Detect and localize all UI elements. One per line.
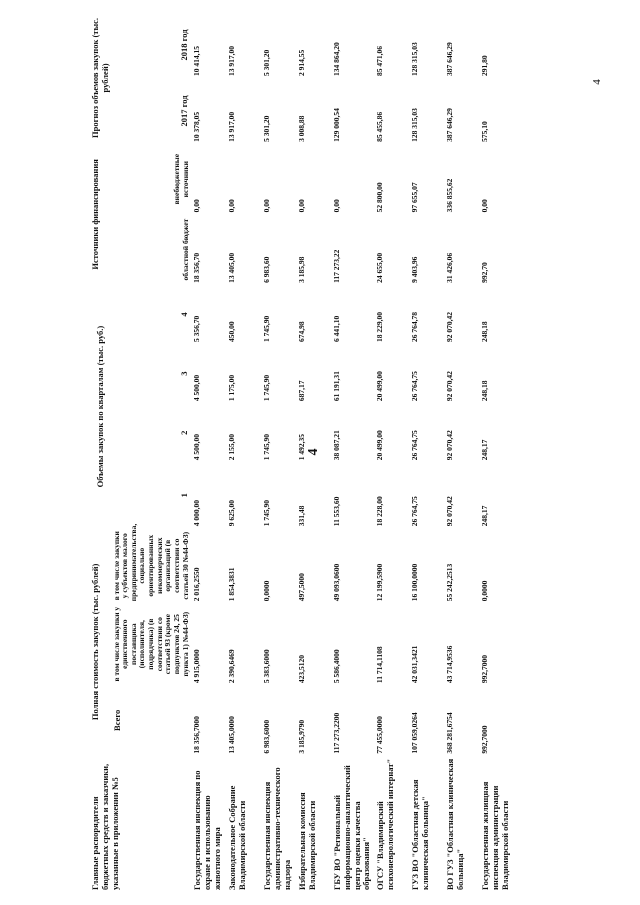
row-name: Избирательная комиссия Владимирской области <box>297 792 317 890</box>
cell-q3: 4 500,00 <box>192 374 202 402</box>
cell-extra-budget: 0,00 <box>227 199 237 213</box>
cell-regional-budget: 3 185,98 <box>297 256 307 283</box>
cell-single-supplier: 42 031,3421 <box>410 645 420 684</box>
table-row <box>409 12 444 892</box>
row-name: ОГСУ "Владимирский психоневрологический интернат" <box>375 758 395 890</box>
row-name: Государственная инспекция по охране и использованию животного мира <box>192 770 222 890</box>
header-2018: 2018 год <box>179 29 190 61</box>
table-row <box>296 12 331 892</box>
header-q2: 2 <box>179 430 190 435</box>
cell-2018: 128 315,03 <box>410 42 420 76</box>
cell-q1: 1 745,90 <box>262 499 272 527</box>
cell-q3: 26 764,75 <box>410 371 420 402</box>
cell-small-business: 12 199,5900 <box>375 563 385 602</box>
header-recipients: Главные распорядители бюджетных средств и заказчики, указанные в приложении №5 <box>90 763 120 890</box>
cell-q2: 2 155,00 <box>227 434 237 461</box>
cell-q2: 248,17 <box>480 439 490 461</box>
cell-q4: 6 441,10 <box>332 315 342 343</box>
header-small-business: в том числе закупки у субъектов малого предпринимательства, социально ориентированных некоммерческих организаций (в соответствии со статьей 30 №44-ФЗ) <box>111 523 190 602</box>
cell-small-business: 2 016,2550 <box>192 567 202 602</box>
cell-extra-budget: 0,00 <box>262 199 272 213</box>
cell-q3: 1 175,00 <box>227 374 237 402</box>
cell-q2: 1 745,90 <box>262 434 272 461</box>
cell-q2: 4 500,00 <box>192 434 202 461</box>
cell-extra-budget: 0,00 <box>297 199 307 213</box>
cell-q4: 5 356,70 <box>192 315 202 343</box>
cell-q3: 92 070,42 <box>445 371 455 402</box>
table-row <box>261 12 296 892</box>
cell-2018: 387 646,29 <box>445 42 455 76</box>
cell-regional-budget: 31 426,06 <box>445 252 455 283</box>
header-total: Всего <box>111 709 122 731</box>
cell-2017: 387 646,29 <box>445 108 455 142</box>
cell-single-supplier: 5 586,4000 <box>332 649 342 684</box>
cell-q4: 674,98 <box>297 321 307 343</box>
header-quarterly: Объемы закупок по кварталам (тыс. руб.) <box>95 325 105 488</box>
cell-total: 107 059,0264 <box>410 712 420 754</box>
cell-q1: 331,48 <box>297 505 307 527</box>
cell-single-supplier: 11 714,1108 <box>375 646 385 684</box>
cell-total: 77 455,0000 <box>375 716 385 754</box>
cell-total: 117 273,2200 <box>332 712 342 754</box>
row-name: ГБУ ВО "Региональный информационно-аналитический центр оценки качества образования" <box>332 765 372 890</box>
cell-2017: 575,10 <box>480 121 490 142</box>
header-forecast: Прогноз объемов закупок (тыс. рублей) <box>90 17 110 138</box>
row-name: ГУЗ ВО "Областная детская клиническая больница" <box>410 779 430 890</box>
cell-q4: 248,18 <box>480 321 490 343</box>
cell-regional-budget: 18 356,70 <box>192 252 202 283</box>
header-q3: 3 <box>179 371 190 376</box>
cell-total: 6 983,6000 <box>262 719 272 754</box>
cell-regional-budget: 117 273,22 <box>332 249 342 283</box>
row-name: Государственная жилищная инспекция администрации Владимирской области <box>480 781 510 890</box>
cell-total: 992,7000 <box>480 725 490 754</box>
cell-extra-budget: 336 855,62 <box>445 178 455 213</box>
cell-single-supplier: 5 383,6000 <box>262 649 272 684</box>
header-2017: 2017 год <box>179 95 190 127</box>
cell-q2: 92 070,42 <box>445 430 455 461</box>
cell-single-supplier: 992,7000 <box>480 654 490 684</box>
cell-single-supplier: 43 714,9536 <box>445 645 455 684</box>
cell-q2: 20 499,00 <box>375 430 385 461</box>
table-row <box>374 12 409 892</box>
header-regional-budget: областной бюджет <box>180 218 190 281</box>
cell-small-business: 55 242,2513 <box>445 563 455 602</box>
cell-small-business: 1 854,3831 <box>227 567 237 602</box>
rotated-table-container <box>90 12 550 892</box>
cell-2017: 13 917,00 <box>227 111 237 142</box>
table-row <box>331 12 374 892</box>
cell-q1: 92 070,42 <box>445 496 455 527</box>
cell-total: 13 405,0000 <box>227 716 237 754</box>
header-sources: Источники финансирования <box>90 159 100 270</box>
cell-regional-budget: 9 403,96 <box>410 256 420 283</box>
cell-extra-budget: 0,00 <box>480 199 490 213</box>
page-number-margin: 4 <box>591 79 603 85</box>
cell-single-supplier: 423,5120 <box>297 654 307 684</box>
cell-q3: 20 499,00 <box>375 371 385 402</box>
cell-q1: 9 625,00 <box>227 499 237 527</box>
table-row <box>444 12 479 892</box>
cell-q4: 450,00 <box>227 321 237 343</box>
cell-extra-budget: 0,00 <box>332 199 342 213</box>
cell-single-supplier: 2 390,6469 <box>227 649 237 684</box>
cell-q3: 1 745,90 <box>262 374 272 402</box>
cell-2018: 291,80 <box>480 55 490 76</box>
cell-q1: 11 553,60 <box>332 496 342 527</box>
cell-extra-budget: 0,00 <box>192 199 202 213</box>
row-name: Государственная инспекция административно-технического надзора <box>262 767 292 890</box>
cell-q1: 4 000,00 <box>192 499 202 527</box>
cell-total: 368 281,6754 <box>445 712 455 754</box>
header-single-supplier: в том числе закупки у единственного поставщика (исполнителя, подрядчика) (в соответствии со статьей 93 (кроме подпунктов 24, 25 пункта 1) №44-ФЗ) <box>111 606 190 682</box>
cell-2018: 2 914,55 <box>297 49 307 76</box>
table-row <box>191 12 226 892</box>
cell-regional-budget: 24 655,00 <box>375 252 385 283</box>
cell-2018: 10 414,15 <box>192 45 202 76</box>
cell-q2: 38 087,21 <box>332 430 342 461</box>
cell-q4: 26 764,78 <box>410 312 420 343</box>
cell-single-supplier: 4 915,0000 <box>192 649 202 684</box>
cell-q3: 248,18 <box>480 380 490 402</box>
cell-small-business: 497,5000 <box>297 573 307 602</box>
cell-2017: 5 301,20 <box>262 115 272 142</box>
cell-q4: 18 229,00 <box>375 312 385 343</box>
cell-2018: 134 864,20 <box>332 42 342 76</box>
cell-2018: 85 471,06 <box>375 45 385 76</box>
cell-small-business: 0,0000 <box>262 580 272 602</box>
cell-q1: 26 764,75 <box>410 496 420 527</box>
cell-extra-budget: 97 655,07 <box>410 182 420 213</box>
cell-2017: 85 455,86 <box>375 111 385 142</box>
cell-q2: 26 764,75 <box>410 430 420 461</box>
cell-extra-budget: 52 800,00 <box>375 182 385 213</box>
cell-q4: 1 745,90 <box>262 315 272 343</box>
header-q1: 1 <box>179 493 190 498</box>
cell-2017: 3 008,88 <box>297 115 307 142</box>
table-row <box>479 12 514 892</box>
page-number: 4 <box>306 448 321 456</box>
cell-q1: 18 228,00 <box>375 496 385 527</box>
cell-2018: 13 917,00 <box>227 45 237 76</box>
header-extra-budget: внебюджетные источники <box>171 153 190 205</box>
cell-regional-budget: 992,70 <box>480 262 490 283</box>
cell-q3: 61 191,31 <box>332 371 342 402</box>
cell-2017: 129 000,54 <box>332 108 342 142</box>
table-row <box>226 12 261 892</box>
cell-regional-budget: 13 405,00 <box>227 252 237 283</box>
cell-small-business: 49 093,0600 <box>332 563 342 602</box>
cell-small-business: 0,0000 <box>480 580 490 602</box>
cell-2018: 5 301,20 <box>262 49 272 76</box>
cell-q1: 248,17 <box>480 505 490 527</box>
cell-total: 3 185,9790 <box>297 719 307 754</box>
row-name: ВО ГУЗ "Областная клиническая больница" <box>445 758 465 890</box>
row-name: Законодательное Собрание Владимирской области <box>227 785 247 890</box>
cell-q3: 687,17 <box>297 380 307 402</box>
cell-regional-budget: 6 983,60 <box>262 256 272 283</box>
cell-2017: 10 378,05 <box>192 111 202 142</box>
header-full-cost: Полная стоимость закупок (тыс. рублей) <box>90 563 100 721</box>
header-q4: 4 <box>179 312 190 317</box>
cell-total: 18 356,7000 <box>192 716 202 754</box>
cell-2017: 128 315,03 <box>410 108 420 142</box>
cell-small-business: 16 100,0000 <box>410 563 420 602</box>
cell-q2: 1 492,35 <box>297 434 307 461</box>
cell-q4: 92 070,42 <box>445 312 455 343</box>
procurement-table <box>90 12 514 892</box>
